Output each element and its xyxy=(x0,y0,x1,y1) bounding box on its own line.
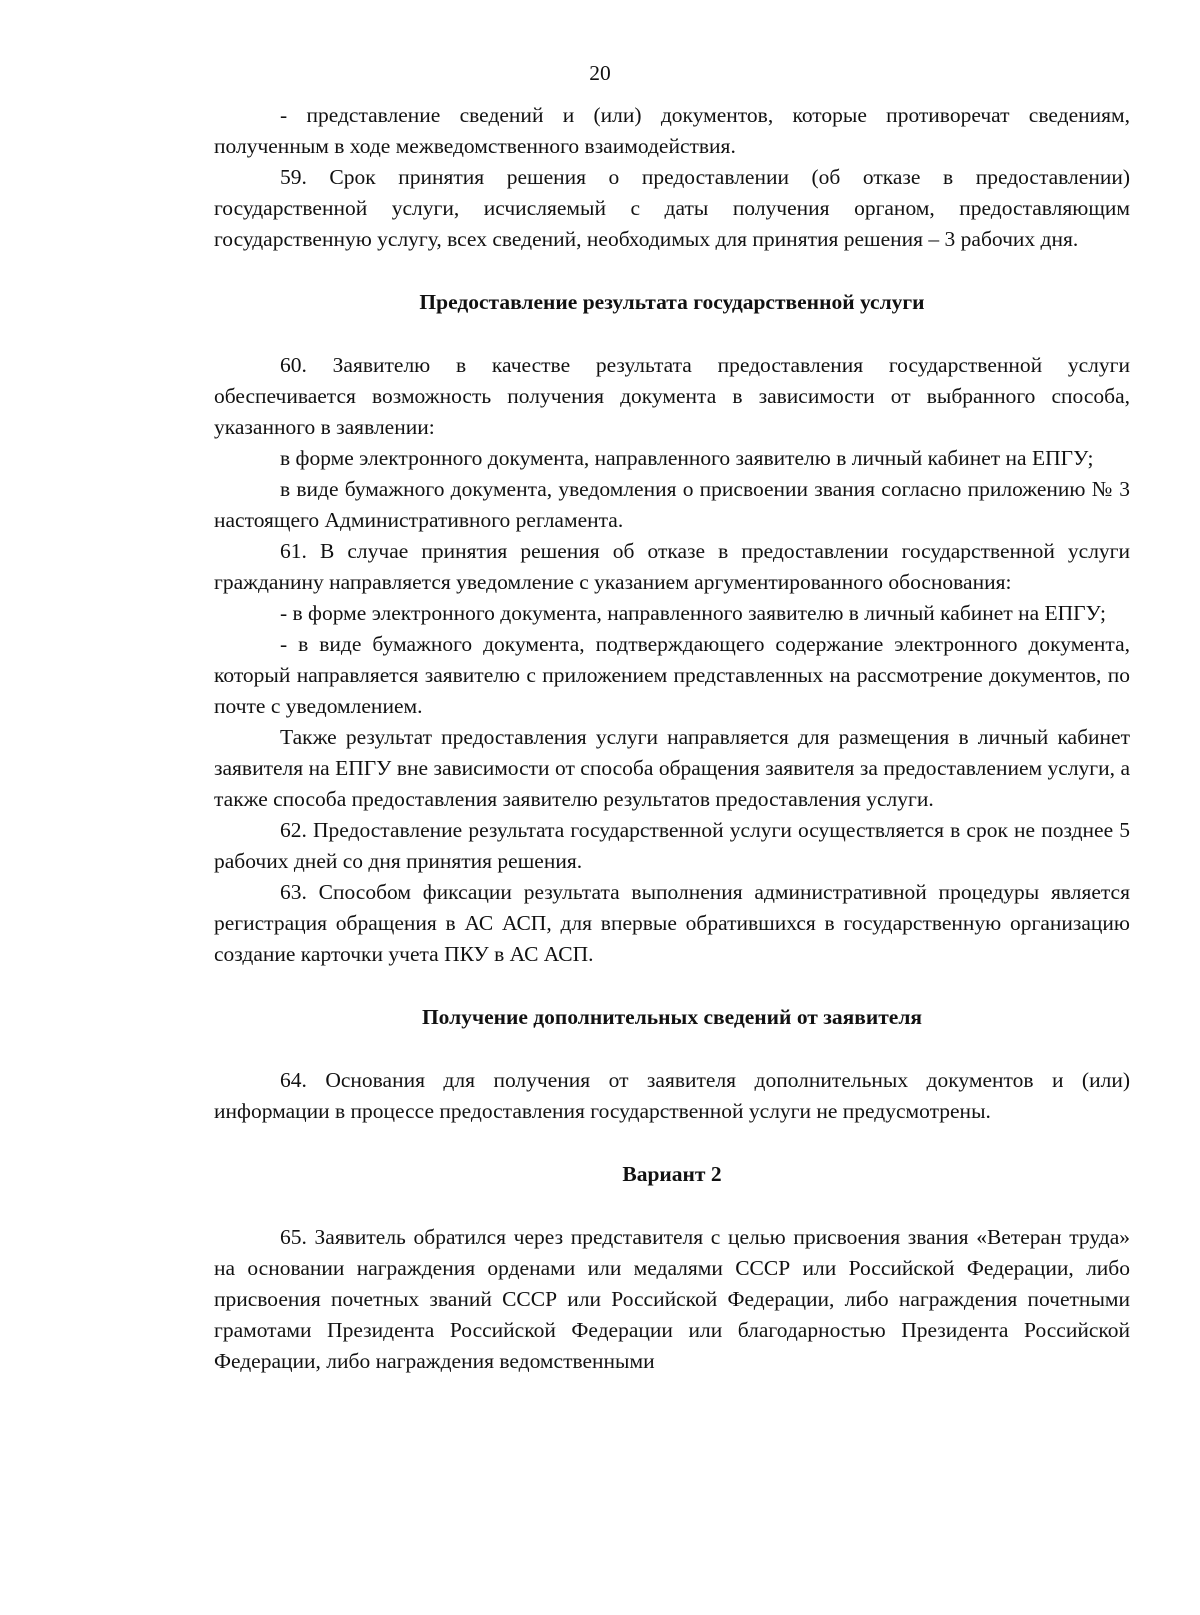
heading-result-provision: Предоставление результата государственной услуги xyxy=(419,290,925,314)
heading-additional-info: Получение дополнительных сведений от заявителя xyxy=(421,1005,923,1029)
heading-variant-2: Вариант 2 xyxy=(622,1162,722,1186)
paragraph-60-paper: в виде бумажного документа, уведомления о присвоении звания согласно приложению № 3 настоящего Административного регламента. xyxy=(214,477,1130,532)
document-body xyxy=(214,100,1130,1377)
paragraph-64: 64. Основания для получения от заявителя дополнительных документов и (или) информации в процессе предоставления государственной услуги не предусмотрены. xyxy=(214,1068,1130,1123)
page-number: 20 xyxy=(589,61,611,85)
paragraph-conflicting-info: - представление сведений и (или) документов, которые противоречат сведениям, полученным в ходе межведомственного взаимодействия. xyxy=(214,103,1130,158)
paragraph-60-electronic: в форме электронного документа, направленного заявителю в личный кабинет на ЕПГУ; xyxy=(280,446,1094,470)
paragraph-61-electronic: - в форме электронного документа, направленного заявителю в личный кабинет на ЕПГУ; xyxy=(280,601,1106,625)
paragraph-62: 62. Предоставление результата государственной услуги осуществляется в срок не позднее 5 рабочих дней со дня принятия решения. xyxy=(214,818,1130,873)
paragraph-61-paper: - в виде бумажного документа, подтверждающего содержание электронного документа, который направляется заявителю с приложением представленных на рассмотрение документов, по почте с уведомлением. xyxy=(214,632,1130,718)
paragraph-61: 61. В случае принятия решения об отказе в предоставлении государственной услуги гражданину направляется уведомление с указанием аргументированного обоснования: xyxy=(214,539,1130,594)
paragraph-59: 59. Срок принятия решения о предоставлении (об отказе в предоставлении) государственной услуги, исчисляемый с даты получения органом, предоставляющим государственную услугу, всех сведений, необходимых для принятия решения – 3 рабочих дня. xyxy=(214,165,1130,251)
paragraph-result-cabinet: Также результат предоставления услуги направляется для размещения в личный кабинет заявителя на ЕПГУ вне зависимости от способа обращения заявителя за предоставлением услуги, а также способа предоставления заявителю результатов предоставления услуги. xyxy=(214,725,1130,811)
paragraph-65: 65. Заявитель обратился через представителя с целью присвоения звания «Ветеран труда» на основании награждения орденами или медалями СССР или Российской Федерации, либо присвоения почетных званий СССР или Российской Федерации, либо награждения почетными грамотами Президента Российской Федерации или благодарностью Президента Российской Федерации, либо награждения ведомственными xyxy=(214,1225,1130,1373)
paragraph-60: 60. Заявителю в качестве результата предоставления государственной услуги обеспечивается возможность получения документа в зависимости от выбранного способа, указанного в заявлении: xyxy=(214,353,1130,439)
paragraph-63: 63. Способом фиксации результата выполнения административной процедуры является регистрация обращения в АС АСП, для впервые обратившихся в государственную организацию создание карточки учета ПКУ в АС АСП. xyxy=(214,880,1130,966)
